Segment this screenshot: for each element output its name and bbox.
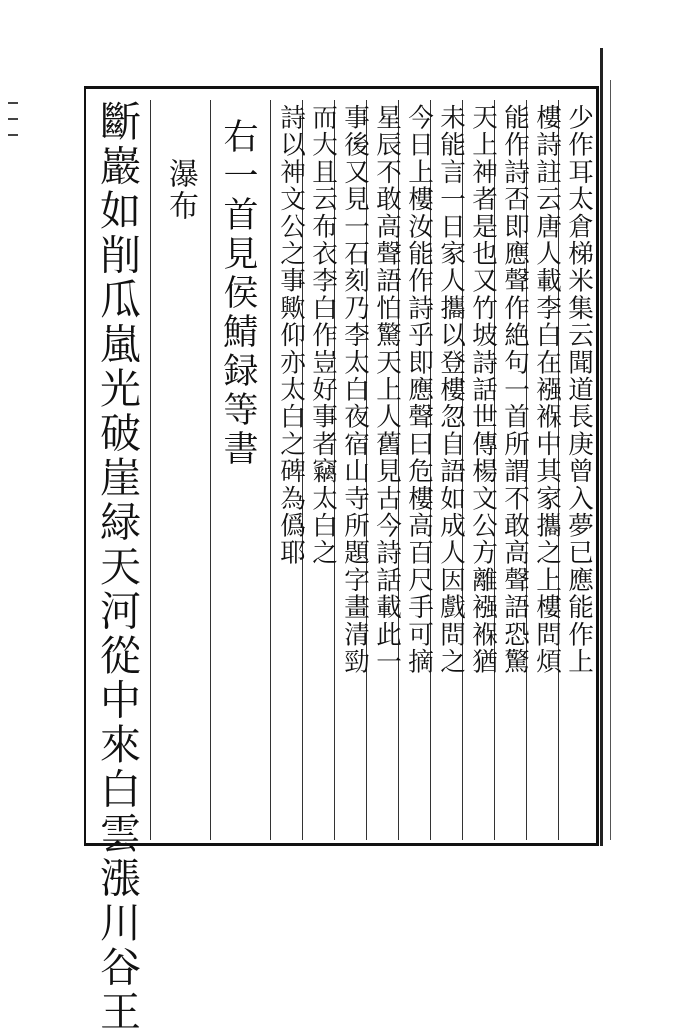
note-column: 星辰不敢高聲語怕驚天上人舊見古今詩話載此一 xyxy=(372,104,402,676)
note-column: 能作詩否即應聲作絶句一首所謂不敢高聲語恐驚 xyxy=(500,104,530,676)
page-margin-line xyxy=(600,48,603,846)
note-column: 樓詩註云唐人載李白在襁褓中其家攜之上樓問煩 xyxy=(532,104,562,676)
note-column: 事後又見一石刻乃李太白夜宿山寺所題字畫清勁 xyxy=(340,104,370,676)
edge-mark xyxy=(8,118,18,120)
frame-left-line xyxy=(84,86,86,843)
column-rule xyxy=(210,100,211,840)
note-column: 今日上樓汝能作詩乎即應聲曰危樓高百尺手可摘 xyxy=(404,104,434,676)
page-margin-line-inner xyxy=(610,80,611,840)
poem-line: 斷巖如削瓜嵐光破崖緑天河從中來白雲漲川谷王 xyxy=(93,100,141,1035)
source-line: 右一首見侯鯖録等書 xyxy=(218,118,258,469)
note-column: 少作耳太倉梯米集云聞道長庚曾入夢已應能作上 xyxy=(564,104,594,676)
edge-mark xyxy=(8,102,18,104)
edge-mark xyxy=(8,134,18,136)
note-column: 而大且云布衣李白作豈好事者竊太白之 xyxy=(308,104,338,567)
note-column: 未能言一日家人攜以登樓忽自語如成人因戲問之 xyxy=(436,104,466,676)
section-heading: 瀑布 xyxy=(163,158,198,222)
note-column: 天上神者是也又竹坡詩話世傳楊文公方離襁褓猶 xyxy=(468,104,498,676)
page-edge-marks xyxy=(8,102,22,302)
column-rule xyxy=(150,100,151,840)
column-rule xyxy=(270,100,271,840)
note-column: 詩以神文公之事歟仰亦太白之碑為僞耶 xyxy=(276,104,306,567)
